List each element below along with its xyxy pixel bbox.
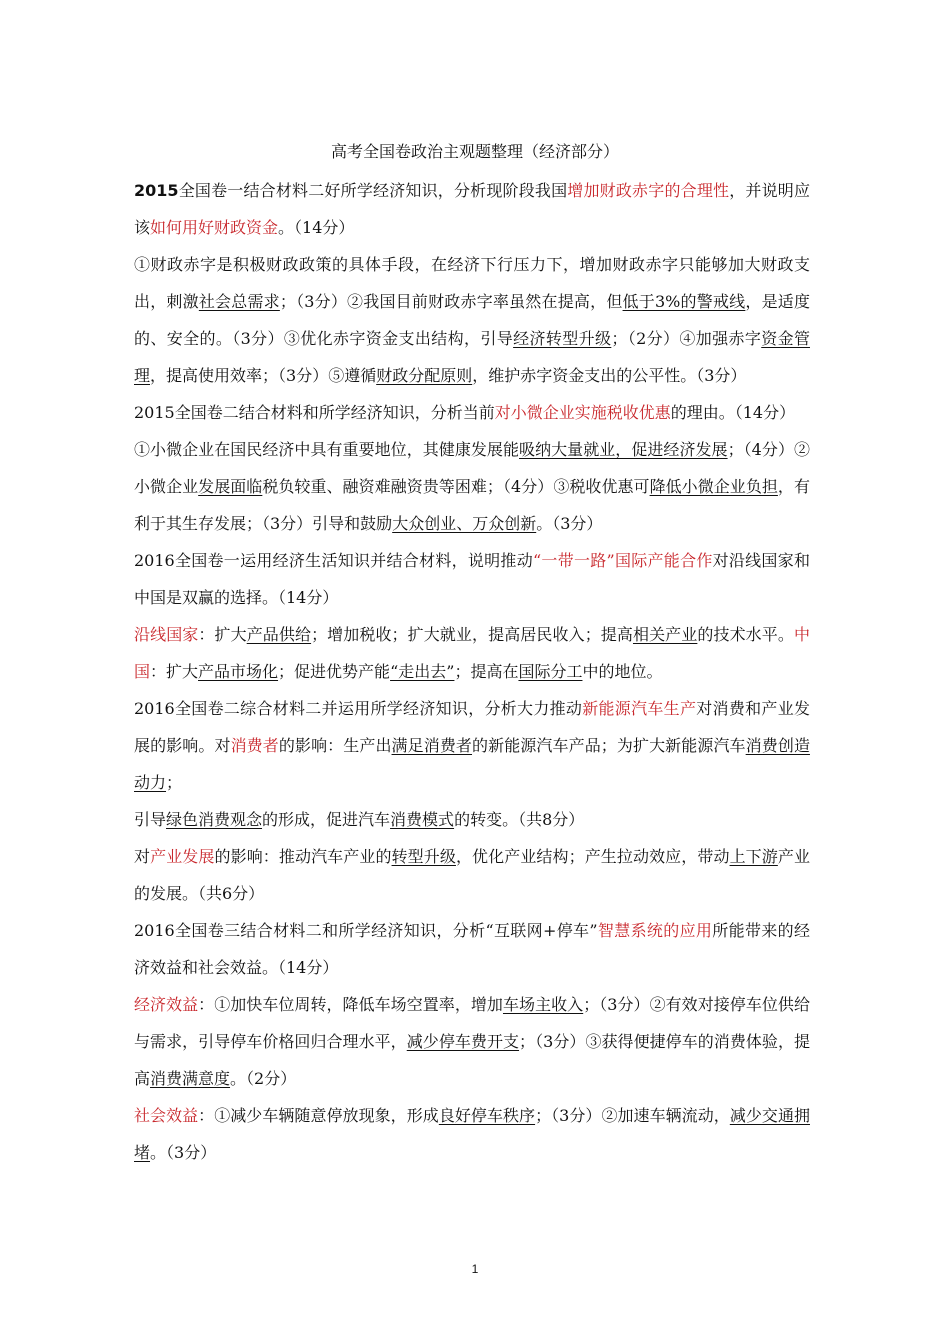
body-text: 产业的发展。（共6分） <box>134 847 810 903</box>
body-text: ；（3分）②我国目前财政赤字率虽然在提高，但 <box>279 292 623 311</box>
body-text: ，有利于其生存发展；（3分）引导和鼓励 <box>134 477 810 533</box>
key-point-text: 相关产业 <box>632 625 698 644</box>
body-text: ；（4分）②小微企业 <box>134 440 810 496</box>
body-text: ①财政赤字是积极财政政策的具体手段，在经济下行压力下，增加财政赤字只能够加大财政支出，刺激 <box>134 255 810 311</box>
body-text: ：扩大 <box>198 625 247 644</box>
paragraph <box>134 986 810 1097</box>
body-text: 引导 <box>134 810 167 829</box>
body-text: ；促进优势产能 <box>278 662 391 681</box>
body-text: ：扩大 <box>150 662 199 681</box>
paragraph <box>134 1097 810 1171</box>
body-text: 的影响：生产出 <box>278 736 392 755</box>
paragraph <box>134 431 810 542</box>
highlight-text: 中国 <box>134 625 810 681</box>
key-point-text: “走出去” <box>390 662 455 681</box>
body-text: 税负较重、融资难融资贵等困难；（4分）③税收优惠可 <box>262 477 650 496</box>
key-point-text: 满足消费者 <box>391 736 473 755</box>
paragraph <box>134 912 810 986</box>
paragraph <box>134 394 810 431</box>
body-text: ；（2分）④加强赤字 <box>611 329 762 348</box>
paragraph <box>134 801 810 838</box>
key-point-text: 财政分配原则 <box>376 366 473 385</box>
highlight-text: 智慧系统的应用 <box>597 921 713 940</box>
paragraph <box>134 838 810 912</box>
body-text: 。（14分） <box>278 218 355 237</box>
body-text: ，并说明应该 <box>134 181 810 237</box>
key-point-text: 产品市场化 <box>198 662 279 681</box>
key-point-text: 国际分工 <box>518 662 583 681</box>
highlight-text: 新能源汽车生产 <box>582 699 697 718</box>
key-point-text: 上下游 <box>729 847 778 866</box>
highlight-text: 消费者 <box>230 736 279 755</box>
highlight-text: 社会效益 <box>134 1106 199 1125</box>
paragraph <box>134 616 810 690</box>
body-text: ；增加税收；扩大就业，提高居民收入；提高 <box>311 625 633 644</box>
body-text: 的新能源汽车产品；为扩大新能源汽车 <box>472 736 746 755</box>
highlight-text: 沿线国家 <box>134 625 199 644</box>
key-point-text: 大众创业、万众创新 <box>392 514 537 533</box>
body-text: 全国卷一结合材料二好所学经济知识，分析现阶段我国 <box>178 181 568 200</box>
highlight-text: 产业发展 <box>150 847 215 866</box>
key-point-text: 消费创造动力 <box>134 736 810 792</box>
highlight-text: “一带一路”国际产能合作 <box>532 551 713 570</box>
body-text: ，优化产业结构；产生拉动效应，带动 <box>455 847 730 866</box>
body-text: 的形成，促进汽车 <box>262 810 391 829</box>
highlight-text: 如何用好财政资金 <box>150 218 279 237</box>
key-point-text: 减少停车费开支 <box>406 1032 520 1051</box>
body-text: 对沿线国家和中国是双赢的选择。（14分） <box>134 551 810 607</box>
body-text: ，提高使用效率；（3分）⑤遵循 <box>150 366 377 385</box>
key-point-text: 资金管理 <box>134 329 810 385</box>
key-point-text: 发展面临 <box>198 477 263 496</box>
key-point-text: 车场主收入 <box>502 995 584 1014</box>
body-text: 对消费和产业发展的影响。对 <box>134 699 810 755</box>
body-text: 的影响：推动汽车产业的 <box>214 847 392 866</box>
body-text: ：①加快车位周转，降低车场空置率，增加 <box>198 995 503 1014</box>
body-text: ，维护赤字资金支出的公平性。（3分） <box>472 366 747 385</box>
body-text: ，是适度的、安全的。（3分）③优化赤字资金支出结构，引导 <box>134 292 810 348</box>
body-text: ：①减少车辆随意停放现象，形成 <box>198 1106 439 1125</box>
body-text: ；（3分）③获得便捷停车的消费体验，提高 <box>134 1032 810 1088</box>
body-text: 2016全国卷二综合材料二并运用所学经济知识，分析大力推动 <box>134 699 583 718</box>
document-body <box>134 172 810 1171</box>
key-point-text: 绿色消费观念 <box>166 810 263 829</box>
key-point-text: 社会总需求 <box>198 292 280 311</box>
paragraph <box>134 172 810 246</box>
key-point-text: 经济转型升级 <box>513 329 612 348</box>
body-text: ；提高在 <box>454 662 519 681</box>
paragraph <box>134 246 810 394</box>
body-text: 2016全国卷一运用经济生活知识并结合材料，说明推动 <box>134 551 533 570</box>
body-text: ①小微企业在国民经济中具有重要地位，其健康发展能 <box>134 440 520 459</box>
body-text: 2015全国卷二结合材料和所学经济知识，分析当前 <box>134 403 495 422</box>
key-point-text: 消费满意度 <box>150 1069 231 1088</box>
key-point-text: 低于3%的警戒线 <box>622 292 746 311</box>
key-point-text: 转型升级 <box>391 847 456 866</box>
highlight-text: 经济效益 <box>134 995 199 1014</box>
body-text: 2016全国卷三结合材料二和所学经济知识，分析“互联网+停车” <box>134 921 598 940</box>
highlight-text: 对小微企业实施税收优惠 <box>494 403 671 422</box>
key-point-text: 消费模式 <box>390 810 455 829</box>
key-point-text: 良好停车秩序 <box>438 1106 536 1125</box>
body-text: ；（3分）②加速车辆流动， <box>535 1106 730 1125</box>
key-point-text: 降低小微企业负担 <box>649 477 778 496</box>
document-title: 高考全国卷政治主观题整理（经济部分） <box>330 142 619 161</box>
body-text: 中的地位。 <box>582 662 663 681</box>
key-point-text: 减少交通拥堵 <box>134 1106 810 1162</box>
paragraph <box>134 690 810 801</box>
body-text: 。（3分） <box>150 1143 217 1162</box>
key-point-text: 产品供给 <box>246 625 312 644</box>
page-number: 1 <box>471 1262 479 1276</box>
body-text: 对 <box>134 847 151 866</box>
body-text: 的转变。（共8分） <box>454 810 585 829</box>
body-text: 的技术水平。 <box>697 625 794 644</box>
body-text: 。（3分） <box>536 514 603 533</box>
body-text: 所能带来的经济效益和社会效益。（14分） <box>134 921 810 977</box>
body-text: ； <box>166 773 183 792</box>
body-text: 的理由。（14分） <box>670 403 796 422</box>
year-text: 2015 <box>134 181 179 200</box>
body-text: ；（3分）②有效对接停车位供给与需求，引导停车价格回归合理水平， <box>134 995 810 1051</box>
body-text: 。（2分） <box>230 1069 297 1088</box>
highlight-text: 增加财政赤字的合理性 <box>567 181 730 200</box>
paragraph <box>134 542 810 616</box>
key-point-text: 吸纳大量就业，促进经济发展 <box>519 440 728 459</box>
